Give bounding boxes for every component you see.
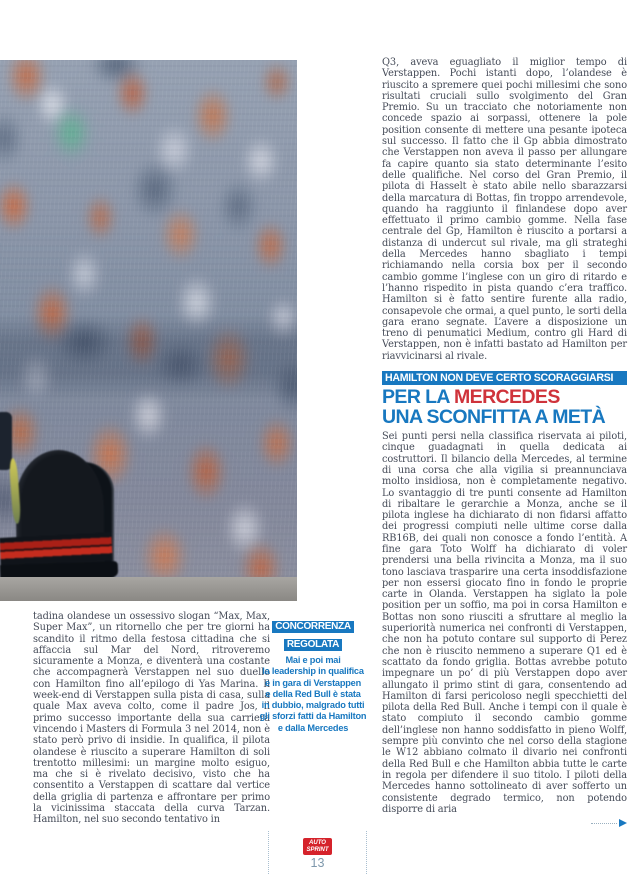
footer-divider-left	[268, 831, 269, 874]
pull-quote-line: e della Red Bull è stata	[265, 688, 361, 699]
dotted-leader	[591, 823, 617, 824]
track-surface	[0, 577, 297, 601]
pull-quote-line: Mai e poi mai	[285, 655, 341, 665]
article-paragraph-1: Q3, aveva eguagliato il miglior tempo di Verstappen. Pochi istanti dopo, l’olandese è riuscito a spremere quei pochi millesimi che sono risultati cruciali sullo svolgimento del Gran Premio. Su un tracciato che notoriamente non concede spazio ai sorpassi, ottenere la pole position consente di mettere una pesante ipoteca sul successo. Il fatto che il Gp abbia dimostrato che Verstappen non aveva il passo per allungare fa capire quanto sia stato determinante l’esito delle qualifiche. Nel corso del Gran Premio, il pilota di Hasselt è stato abile nello sbarazzarsi della marcatura di Bottas, fin troppo arrendevole, quando ha raggiunto il finlandese dopo aver effettuato il primo cambio gomme. Nella fase centrale del Gp, Hamilton è riuscito a portarsi a distanza di undercut sul rivale, ma gli strateghi della Mercedes hanno sbagliato i tempi richiamando nella corsia box per il secondo cambio gomme l’inglese con un giro di ritardo e l’hanno rispedito in pista quando c’era traffico. Hamilton si è fatto sentire furente alla radio, consapevole che ormai, a quel punto, le sorti della gara erano segnate. L’avere a disposizione un treno di penumatici Medium, contro gli Hard di Verstappen, non è infatti bastato ad Hamilton per riavvicinarsi al rivale.	[382, 57, 627, 362]
pull-quote-line: la leadership in qualifica	[262, 666, 364, 677]
headline-line1-emphasis: MERCEDES	[454, 386, 560, 409]
continue-arrow-icon	[619, 819, 627, 827]
section-kicker: HAMILTON NON DEVE CERTO SCORAGGIARSI	[382, 371, 627, 385]
footer-divider-right	[366, 831, 367, 874]
pull-quote-label-line1: CONCORRENZA	[272, 621, 354, 633]
article-paragraph-2: Sei punti persi nella classifica riservata ai piloti, cinque guadagnati in quella dedicata ai costruttori. Il bilancio della Mercedes, al termine di una corsa che alla vigilia si preannunciava molto insidiosa, non è completamente negativo. Lo svantaggio di tre punti consente ad Hamilton di ribaltare le gerarchie a Monza, anche se il pilota inglese ha dichiarato di non fidarsi affatto dei progressi compiuti nelle ultime corse dalla RB16B, dei quali non conosce a fondo l’entità. A fine gara Toto Wolff ha dichiarato di voler prendersi una bella rivincita a Monza, ma il suo tono lasciava trasparire una certa insoddisfazione per non essersi giocato fino in fondo le proprie carte in Olanda. Verstappen ha siglato la pole position per un soffio, ma poi in corsa Hamilton e Bottas non sono riusciti a sfruttare al meglio la superiorità numerica nei confronti di Verstappen, che non ha potuto contare sul supporto di Perez che non è riuscito nemmeno a superare Q1 ed è scattato da fondo griglia. Bottas avrebbe potuto impegnare un po’ di più Verstappen dopo aver allungato il primo stint di gara, consentendo ad Hamilton di farsi pericoloso negli specchietti del pilota della Red Bull. Anche i tempi con il quale è stato compiuto il secondo cambio gomme dell’inglese non hanno soddisfatto in pieno Wolff, sempre più convinto che nel corso della stagione le W12 abbiano colmato il divario nei confronti della Red Bull e che Hamilton abbia tutte le carte in regola per difendere il suo titolo. I piloti della Mercedes hanno sottolineato di aver sofferto un consistente degrado termico, non potendo disporre di aria	[382, 431, 627, 815]
headline-line2-text: UNA SCONFITTA A METÀ	[382, 406, 606, 429]
pull-quote-text	[247, 655, 379, 734]
crowd-photo	[0, 60, 297, 601]
article-continues-marker	[382, 818, 627, 828]
section-headline	[382, 387, 627, 427]
logo-text-bottom: SPRINT	[306, 846, 329, 853]
pull-quote-label-row	[247, 616, 379, 634]
logo-text-top: AUTO	[309, 840, 326, 846]
pull-quote-line: gli sforzi fatti da Hamilton	[259, 711, 367, 722]
pull-quote-line: e dalla Mercedes	[277, 722, 349, 733]
red-bull-car-silhouette	[0, 60, 297, 601]
pull-quote-label-row	[247, 634, 379, 652]
left-column-paragraph: tadina olandese un ossessivo slogan “Max, Max, Super Max”, un ritornello che per tre giorni ha scandito il ritmo della festosa cittadina che si affaccia sul Mar del Nord, ritroveremo sicuramente a Monza, e diventerà una costante che accompagnerà Verstappen nel suo duello con Hamilton fino all’epilogo di Yas Marina. Il week-end di Verstappen sulla pista di casa, sulla quale Max aveva colto, come il padre Jos, il primo successo importante della sua carriera vincendo i Masters di Formula 3 nel 2014, non è stato però privo di insidie. In qualifica, il pilota olandese è riuscito a superare Hamilton di soli trentotto millesimi: un margine molto esiguo, ma che si è rivelato decisivo, visto che ha consentito a Verstappen di scattare dal vertice della griglia di partenza e affrontare per primo la vicinissima staccata della curva Tarzan. Hamilton, nel suo secondo tentativo in	[33, 611, 270, 826]
pull-quote-line: e in gara di Verstappen	[265, 677, 361, 688]
pull-quote-line: in dubbio, malgrado tutti	[261, 700, 365, 711]
pull-quote	[247, 616, 379, 734]
autosprint-logo	[303, 838, 332, 855]
pull-quote-label-line2: REGOLATA	[284, 639, 342, 651]
page-number: 13	[310, 856, 325, 870]
right-column	[382, 57, 627, 828]
headline-line1-text: PER LA	[382, 386, 455, 409]
